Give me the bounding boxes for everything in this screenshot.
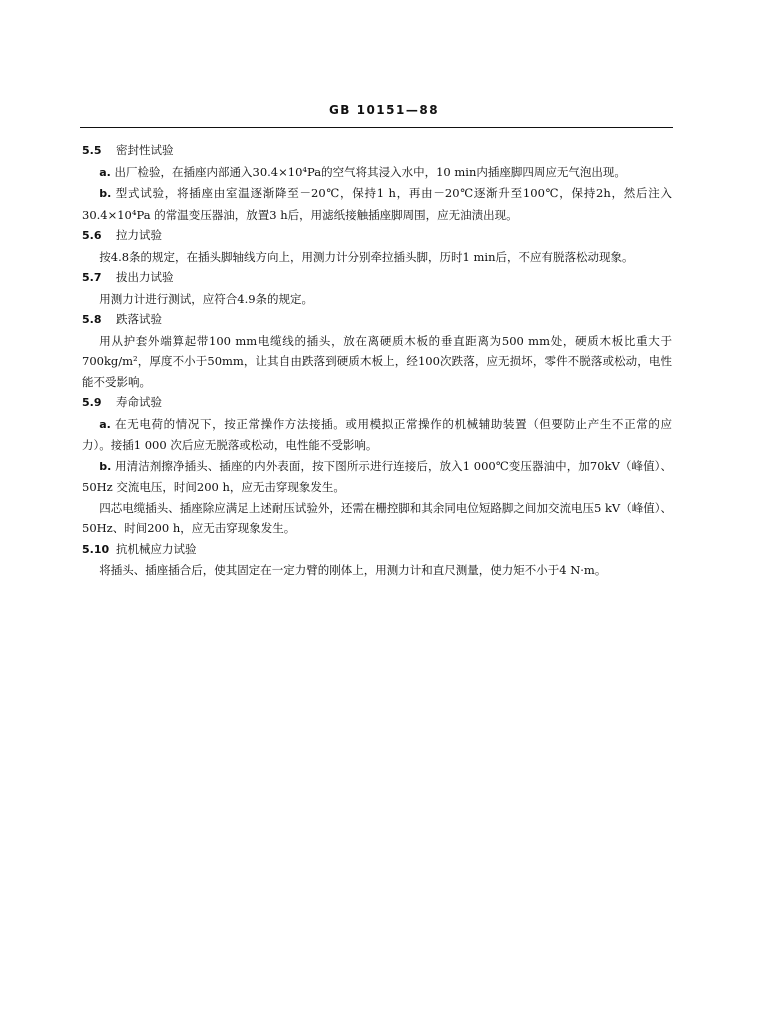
section-number: 5.10 <box>82 542 110 556</box>
section-5-6-heading <box>82 225 672 247</box>
section-title: 跌落试验 <box>116 312 162 326</box>
section-5-7-text: 用测力计进行测试，应符合4.9条的规定。 <box>99 291 314 306</box>
section-number: 5.7 <box>82 271 102 284</box>
section-5-9-extra-text: 四芯电缆插头、插座除应满足上述耐压试验外，还需在栅控脚和其余同电位短路脚之间加交流电压5 kV（峰值）、50Hz、时间200 h，应无击穿现象发生。 <box>82 500 672 535</box>
document-body <box>82 140 672 581</box>
paragraph-text: 型式试验，将插座由室温逐渐降至－20℃，保持1 h，再由－20℃逐渐升至100℃，保持2h，然后注入30.4×10⁴Pa 的常温变压器油，放置3 h后，用滤纸接触插座脚周围，应无油渍出现。 <box>82 186 672 222</box>
item-label: b. <box>99 459 112 473</box>
section-title: 抗机械应力试验 <box>116 541 197 556</box>
section-5-8-text: 用从护套外端算起带100 mm电缆线的插头，放在离硬质木板的垂直距离为500 mm处，硬质木板比重大于700kg/m²，厚度不小于50mm，让其自由跌落到硬质木板上，经100次跌落，应无损坏，零件不脱落或松动，电性能不受影响。 <box>82 333 672 389</box>
section-5-9-item-b <box>82 456 672 498</box>
section-5-5-item-b <box>82 183 672 225</box>
section-5-6-text: 按4.8条的规定，在插头脚轴线方向上，用测力计分别牵拉插头脚，历时1 min后，不应有脱落松动现象。 <box>99 249 634 264</box>
item-label: a. <box>99 417 111 431</box>
page-header: GB 10151—88 <box>328 103 440 117</box>
paragraph-text: 用清洁剂擦净插头、插座的内外表面，按下图所示进行连接后，放入1 000℃变压器油中，加70kV（峰值）、50Hz 交流电压，时间200 h，应无击穿现象发生。 <box>82 458 672 494</box>
section-number: 5.9 <box>82 396 102 409</box>
section-title: 拉力试验 <box>116 228 162 242</box>
section-5-10-text: 将插头、插座插合后，使其固定在一定力臂的刚体上，用测力计和直尺测量，使力矩不小于4 N·m。 <box>99 563 607 577</box>
section-5-10-heading <box>82 539 672 561</box>
section-5-5-heading <box>82 140 672 162</box>
section-number: 5.5 <box>82 144 102 157</box>
section-number: 5.8 <box>82 313 102 326</box>
section-5-9-heading <box>82 392 672 414</box>
section-number: 5.6 <box>82 229 102 242</box>
section-title: 密封性试验 <box>116 143 174 157</box>
paragraph-text: 在无电荷的情况下，按正常操作方法接插。或用模拟正常操作的机械辅助装置（但要防止产生不正常的应力）。接插1 000 次后应无脱落或松动，电性能不受影响。 <box>82 416 673 452</box>
section-5-8-heading <box>82 309 672 331</box>
section-5-9-item-a <box>82 414 672 456</box>
section-title: 寿命试验 <box>116 395 162 409</box>
paragraph-text: 出厂检验，在插座内部通入30.4×10⁴Pa的空气将其浸入水中，10 min内插座脚四周应无气泡出现。 <box>114 164 626 179</box>
section-title: 拔出力试验 <box>116 270 174 284</box>
section-5-5-item-a <box>82 162 672 184</box>
item-label: a. <box>99 165 111 179</box>
item-label: b. <box>99 187 112 200</box>
header-rule <box>80 127 673 128</box>
section-5-7-heading <box>82 267 672 289</box>
